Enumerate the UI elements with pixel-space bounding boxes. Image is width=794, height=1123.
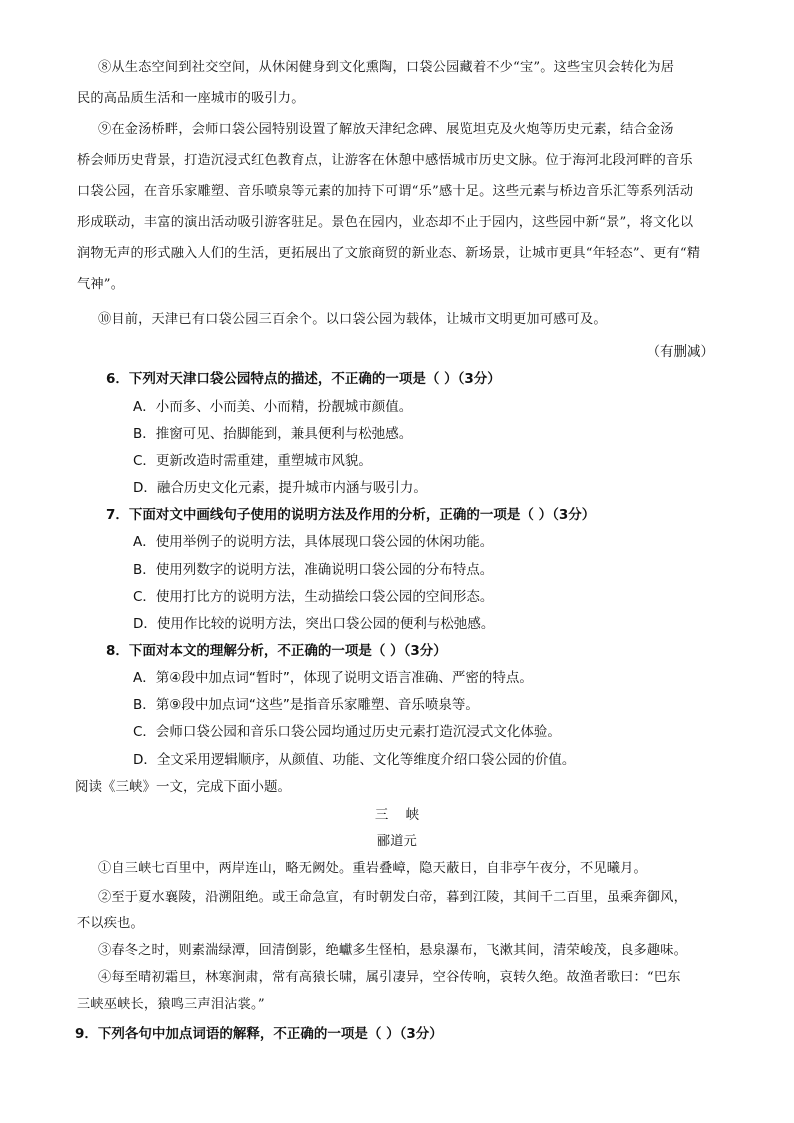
- option-8c: C．会师口袋公园和音乐口袋公园均通过历史元素打造沉浸式文化体验。: [133, 724, 561, 740]
- passage-line: ③春冬之时，则素湍绿潭，回清倒影，绝巘多生怪柏，悬泉瀑布，飞漱其间，清荣峻茂，良多趣味。: [98, 943, 688, 958]
- passage-line: ①自三峡七百里中，两岸连山，略无阙处。重岩叠嶂，隐天蔽日，自非亭午夜分，不见曦月。: [98, 861, 647, 876]
- option-6b: B．推窗可见、抬脚能到，兼具便利与松弛感。: [133, 426, 413, 442]
- option-7d: D．使用作比较的说明方法，突出口袋公园的便利与松弛感。: [133, 616, 495, 632]
- option-8a: A．第④段中加点词“暂时”，体现了说明文语言准确、严密的特点。: [133, 670, 533, 686]
- option-7c: C．使用打比方的说明方法，生动描绘口袋公园的空间形态。: [133, 589, 494, 605]
- passage-line: ④每至晴初霜旦，林寒涧肃，常有高猿长啸，属引凄异，空谷传响，哀转久绝。故渔者歌曰：“巴东: [98, 970, 681, 985]
- option-7b: B．使用列数字的说明方法，准确说明口袋公园的分布特点。: [133, 562, 494, 578]
- passage-line: ⑧从生态空间到社交空间，从休闲健身到文化熏陶，口袋公园藏着不少“宝”。这些宝贝会转化为居: [98, 60, 675, 75]
- passage-line: ②至于夏水襄陵，沿溯阻绝。或王命急宣，有时朝发白帝，暮到江陵，其间千二百里，虽乘奔御风，: [98, 890, 688, 905]
- poem-author: 郦道元: [376, 834, 418, 849]
- option-7a: A．使用举例子的说明方法，具体展现口袋公园的休闲功能。: [133, 534, 494, 550]
- question-stem-8: 8．下面对本文的理解分析，不正确的一项是（ ）（3分）: [106, 643, 447, 659]
- passage-line: 润物无声的形式融入人们的生活，更拓展出了文旅商贸的新业态、新场景，让城市更具“年轻态”、更有“精: [77, 246, 701, 261]
- passage-line: 不以疾也。: [77, 916, 144, 931]
- option-8b: B．第⑨段中加点词“这些”是指音乐家雕塑、音乐喷泉等。: [133, 697, 479, 713]
- passage-line: 口袋公园，在音乐家雕塑、音乐喷泉等元素的加持下可谓“乐”感十足。这些元素与桥边音乐汇等系列活动: [77, 184, 694, 199]
- option-6d: D．融合历史文化元素，提升城市内涵与吸引力。: [133, 480, 427, 496]
- option-8d: D．全文采用逻辑顺序，从颜值、功能、文化等维度介绍口袋公园的价值。: [133, 752, 576, 768]
- passage-line: 形成联动，丰富的演出活动吸引游客驻足。景色在园内，业态却不止于园内，这些园中新“景”，将文化以: [77, 215, 694, 230]
- poem-title: 三 峡: [374, 807, 420, 823]
- passage-line: ⑩目前，天津已有口袋公园三百余个。以口袋公园为载体，让城市文明更加可感可及。: [98, 312, 607, 327]
- passage-line: 民的高品质生活和一座城市的吸引力。: [77, 91, 305, 106]
- option-6a: A．小而多、小而美、小而精，扮靓城市颜值。: [133, 399, 413, 415]
- question-stem-6: 6．下列对天津口袋公园特点的描述，不正确的一项是（ ）（3分）: [106, 371, 501, 387]
- reading-intro: 阅读《三峡》一文，完成下面小题。: [75, 779, 291, 795]
- passage-line: 三峡巫峡长，猿鸣三声泪沾裳。”: [77, 997, 265, 1012]
- option-6c: C．更新改造时需重建，重塑城市风貌。: [133, 453, 372, 469]
- source-note: （有删减）: [646, 344, 714, 360]
- passage-line: 桥会师历史背景，打造沉浸式红色教育点，让游客在休憩中感悟城市历史文脉。位于海河北段河畔的音乐: [77, 153, 693, 168]
- question-stem-9: 9．下列各句中加点词语的解释，不正确的一项是（ ）（3分）: [75, 1026, 443, 1042]
- passage-line: ⑨在金汤桥畔，会师口袋公园特别设置了解放天津纪念碑、展览坦克及火炮等历史元素，结合金汤: [98, 122, 674, 137]
- question-stem-7: 7．下面对文中画线句子使用的说明方法及作用的分析，正确的一项是（ ）（3分）: [106, 507, 596, 523]
- passage-line: 气神”。: [77, 277, 125, 292]
